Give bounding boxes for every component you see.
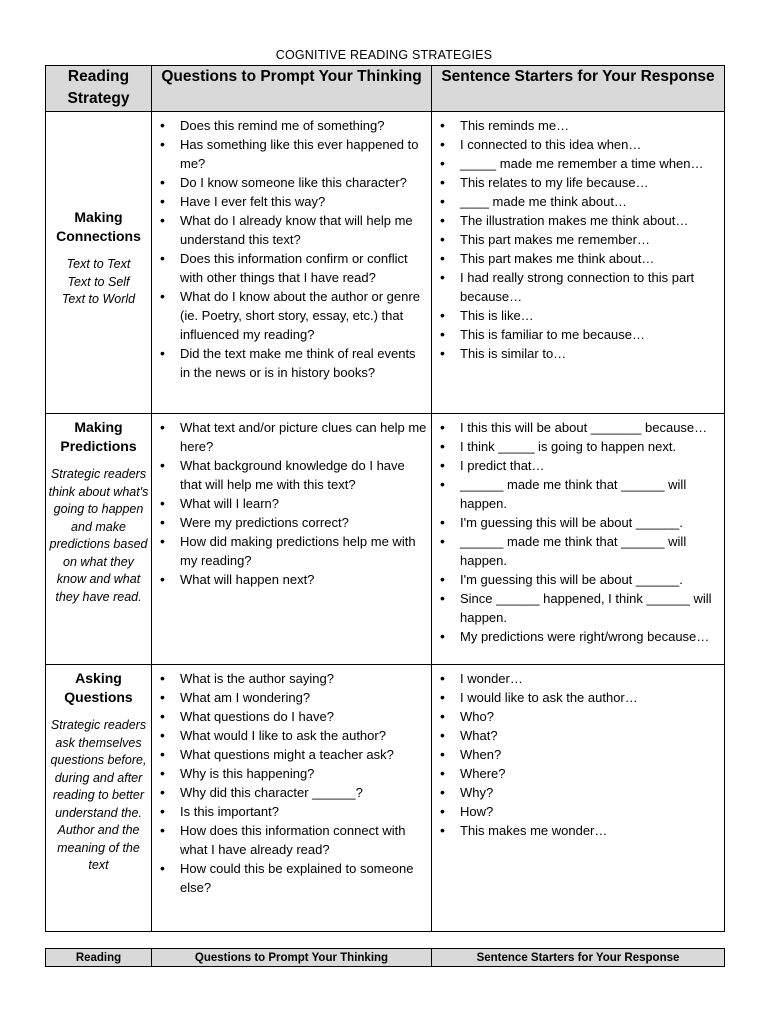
question-item: • What is the author saying? <box>152 669 427 688</box>
starter-item: • My predictions were right/wrong because… <box>432 627 720 646</box>
questions-cell <box>152 112 432 414</box>
starter-item: • I think _____ is going to happen next. <box>432 437 720 456</box>
starter-item: • This reminds me… <box>432 116 720 135</box>
starter-item: • I'm guessing this will be about ______. <box>432 513 720 532</box>
starter-item: • This part makes me remember… <box>432 230 720 249</box>
questions-list <box>152 414 431 589</box>
starter-item: • I connected to this idea when… <box>432 135 720 154</box>
starter-item: • I would like to ask the author… <box>432 688 720 707</box>
strategy-cell <box>46 112 152 414</box>
question-item: • Do I know someone like this character? <box>152 173 427 192</box>
header-questions: Questions to Prompt Your Thinking <box>152 949 432 967</box>
starter-item: • ______ made me think that ______ will happen. <box>432 475 720 513</box>
question-item: • Does this remind me of something? <box>152 116 427 135</box>
row-asking-questions <box>46 665 725 932</box>
starter-item: • Where? <box>432 764 720 783</box>
header-starters: Sentence Starters for Your Response <box>432 949 725 967</box>
question-item: • What will happen next? <box>152 570 427 589</box>
strategy-description: Strategic readers think about what's going to happen and make predictions based on what they know and what they have read. <box>48 467 149 604</box>
starters-list <box>432 665 724 840</box>
strategy-description: Text to Text Text to Self Text to World <box>61 257 136 306</box>
page-title: COGNITIVE READING STRATEGIES <box>275 48 493 62</box>
question-item: • What text and/or picture clues can help me here? <box>152 418 427 456</box>
question-item: • Why is this happening? <box>152 764 427 783</box>
starter-item: • I wonder… <box>432 669 720 688</box>
question-item: • Has something like this ever happened to me? <box>152 135 427 173</box>
starters-cell <box>432 112 725 414</box>
header-questions: Questions to Prompt Your Thinking <box>152 66 432 112</box>
starters-list <box>432 112 724 363</box>
starter-item: • This relates to my life because… <box>432 173 720 192</box>
starter-item: • Why? <box>432 783 720 802</box>
starter-item: • Since ______ happened, I think ______ will happen. <box>432 589 720 627</box>
starter-item: • I had really strong connection to this part because… <box>432 268 720 306</box>
continued-table-header <box>45 948 725 967</box>
header-strategy: Reading Strategy <box>46 66 152 112</box>
header-row <box>46 949 725 967</box>
strategy-name: Making Connections <box>56 209 141 244</box>
question-item: • Have I ever felt this way? <box>152 192 427 211</box>
header-strategy: Reading <box>46 949 152 967</box>
starters-cell <box>432 414 725 665</box>
questions-cell <box>152 665 432 932</box>
question-item: • What questions do I have? <box>152 707 427 726</box>
question-item: • What do I know about the author or genre (ie. Poetry, short story, essay, etc.) that influenced my reading? <box>152 287 427 344</box>
starter-item: • This is similar to… <box>432 344 720 363</box>
starter-item: • This makes me wonder… <box>432 821 720 840</box>
starter-item: • This is familiar to me because… <box>432 325 720 344</box>
strategy-description: Strategic readers ask themselves questions before, during and after reading to better understand the. Author and the meaning of the text <box>50 718 147 872</box>
starter-item: • When? <box>432 745 720 764</box>
question-item: • How could this be explained to someone else? <box>152 859 427 897</box>
starters-list <box>432 414 724 646</box>
question-item: • How did making predictions help me with my reading? <box>152 532 427 570</box>
question-item: • What will I learn? <box>152 494 427 513</box>
strategy-cell <box>46 414 152 665</box>
question-item: • Were my predictions correct? <box>152 513 427 532</box>
starter-item: • I this this will be about _______ because… <box>432 418 720 437</box>
question-item: • Why did this character ______? <box>152 783 427 802</box>
strategies-table <box>45 65 725 932</box>
strategy-name: Asking Questions <box>64 670 133 705</box>
question-item: • What questions might a teacher ask? <box>152 745 427 764</box>
starter-item: • I'm guessing this will be about ______. <box>432 570 720 589</box>
question-item: • Does this information confirm or conflict with other things that I have read? <box>152 249 427 287</box>
starter-item: • What? <box>432 726 720 745</box>
question-item: • Is this important? <box>152 802 427 821</box>
question-item: • What would I like to ask the author? <box>152 726 427 745</box>
question-item: • What do I already know that will help me understand this text? <box>152 211 427 249</box>
question-item: • What background knowledge do I have that will help me with this text? <box>152 456 427 494</box>
starter-item: • ____ made me think about… <box>432 192 720 211</box>
questions-cell <box>152 414 432 665</box>
questions-list <box>152 112 431 382</box>
header-row <box>46 66 725 112</box>
starter-item: • This part makes me think about… <box>432 249 720 268</box>
strategy-name: Making Predictions <box>60 419 137 454</box>
starter-item: • How? <box>432 802 720 821</box>
starter-item: • _____ made me remember a time when… <box>432 154 720 173</box>
starters-cell <box>432 665 725 932</box>
question-item: • What am I wondering? <box>152 688 427 707</box>
questions-list <box>152 665 431 897</box>
row-making-predictions <box>46 414 725 665</box>
row-making-connections <box>46 112 725 414</box>
starter-item: • The illustration makes me think about… <box>432 211 720 230</box>
header-starters: Sentence Starters for Your Response <box>432 66 725 112</box>
starter-item: • ______ made me think that ______ will happen. <box>432 532 720 570</box>
question-item: • Did the text make me think of real events in the news or is in history books? <box>152 344 427 382</box>
starter-item: • I predict that… <box>432 456 720 475</box>
starter-item: • This is like… <box>432 306 720 325</box>
strategy-cell <box>46 665 152 932</box>
starter-item: • Who? <box>432 707 720 726</box>
question-item: • How does this information connect with what I have already read? <box>152 821 427 859</box>
